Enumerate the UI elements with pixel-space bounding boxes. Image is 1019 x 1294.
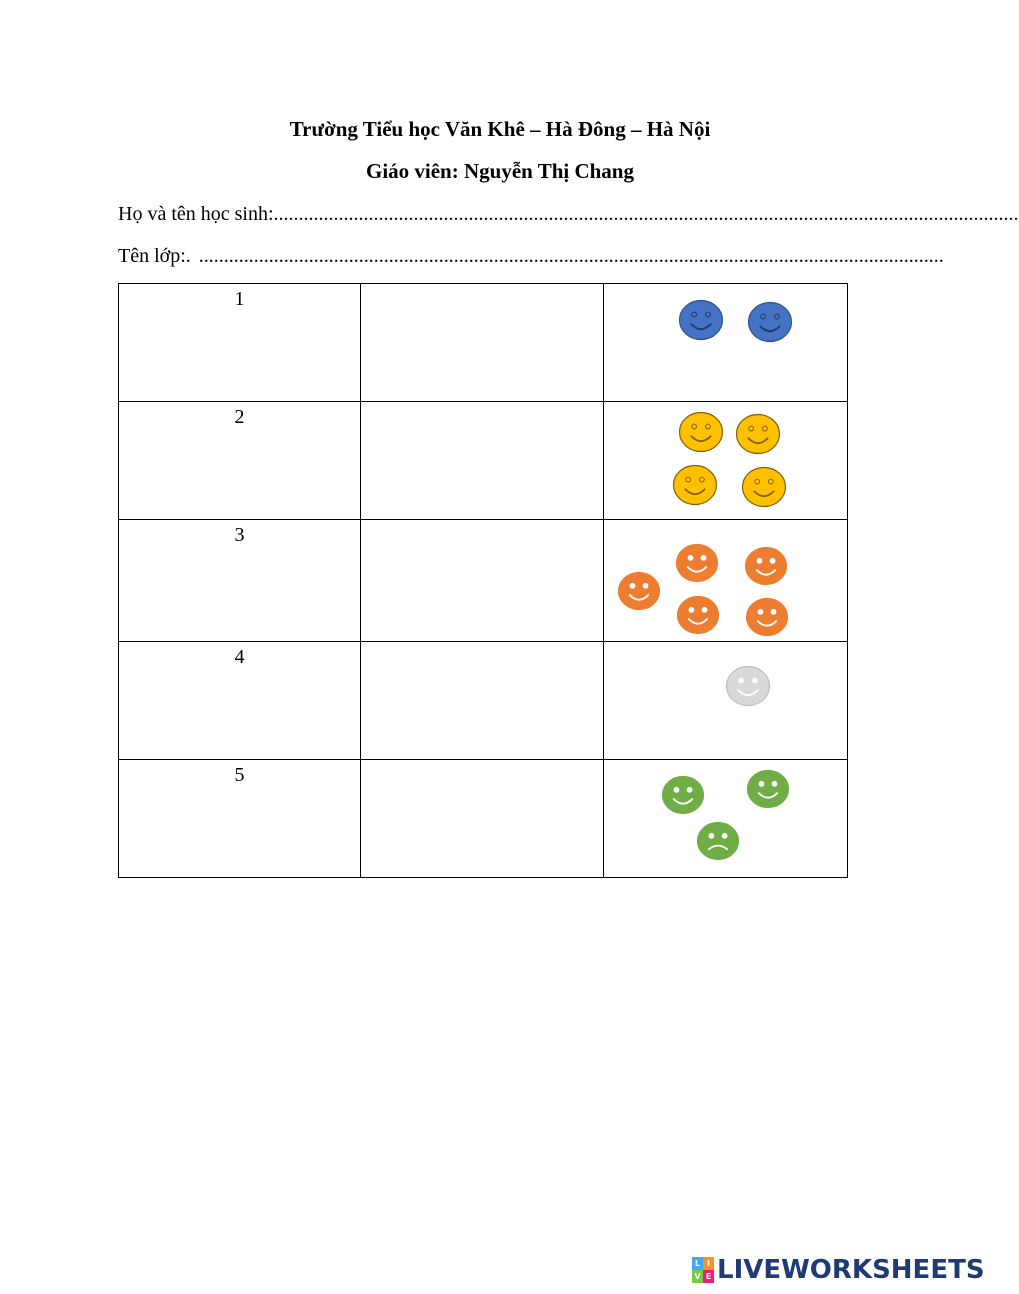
smiley-face-icon — [747, 301, 793, 343]
smiley-face-icon — [746, 769, 790, 809]
answer-box[interactable] — [361, 520, 604, 642]
smiley-face-icon — [676, 595, 720, 635]
faces-cell — [604, 284, 848, 402]
smiley-face-icon — [675, 543, 719, 583]
logo-mark-letter: V — [692, 1270, 703, 1283]
logo-mark-letter: L — [692, 1257, 703, 1270]
counting-table — [118, 283, 848, 878]
student-name-blank[interactable]: ..................................................................................................................................................... — [273, 203, 1019, 225]
sad-face-icon — [696, 821, 740, 861]
answer-box[interactable] — [361, 760, 604, 878]
faces-cell — [604, 760, 848, 878]
smiley-face-icon — [744, 546, 788, 586]
class-name-blank[interactable]: ..................................................................................................................................................... — [198, 245, 944, 267]
liveworksheets-mark-icon — [692, 1257, 714, 1283]
smiley-face-icon — [672, 464, 718, 506]
student-name-label: Họ và tên học sinh: — [118, 203, 274, 225]
table-row — [119, 520, 848, 642]
logo-mark-letter: E — [703, 1270, 714, 1283]
table-row — [119, 642, 848, 760]
row-number: 2 — [119, 402, 361, 520]
table-row — [119, 760, 848, 878]
smiley-face-icon — [735, 413, 781, 455]
class-name-label: Tên lớp:. — [118, 245, 191, 267]
smiley-face-icon — [745, 597, 789, 637]
class-name-line — [118, 245, 944, 268]
logo-text: LIVEWORKSHEETS — [717, 1255, 985, 1285]
student-name-line — [118, 203, 1019, 226]
faces-cell — [604, 642, 848, 760]
answer-box[interactable] — [361, 284, 604, 402]
teacher-title: Giáo viên: Nguyễn Thị Chang — [365, 159, 634, 183]
table-row — [119, 402, 848, 520]
smiley-face-icon — [617, 571, 661, 611]
liveworksheets-logo — [692, 1255, 985, 1285]
smiley-face-icon — [661, 775, 705, 815]
logo-mark-letter: I — [703, 1257, 714, 1270]
smiley-face-icon — [725, 665, 771, 707]
row-number: 4 — [119, 642, 361, 760]
smiley-face-icon — [678, 411, 724, 453]
school-title: Trường Tiểu học Văn Khê – Hà Đông – Hà Nội — [289, 117, 711, 141]
answer-box[interactable] — [361, 402, 604, 520]
answer-box[interactable] — [361, 642, 604, 760]
row-number: 5 — [119, 760, 361, 878]
faces-cell — [604, 402, 848, 520]
table-row — [119, 284, 848, 402]
row-number: 1 — [119, 284, 361, 402]
smiley-face-icon — [741, 466, 787, 508]
smiley-face-icon — [678, 299, 724, 341]
faces-cell — [604, 520, 848, 642]
row-number: 3 — [119, 520, 361, 642]
